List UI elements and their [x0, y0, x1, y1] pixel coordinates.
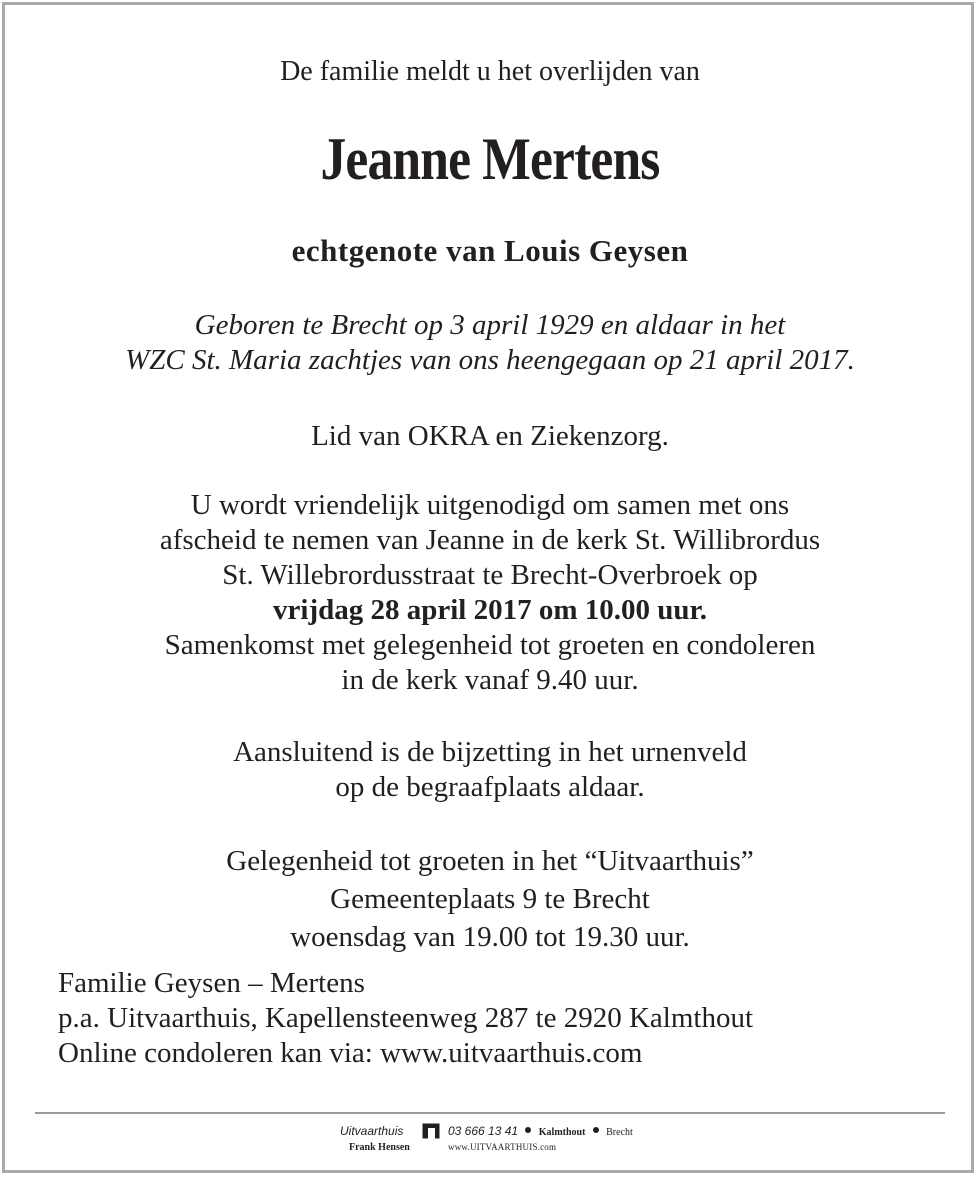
visitation-line: woensdag van 19.00 tot 19.30 uur.	[290, 921, 690, 953]
contact-block	[58, 966, 753, 1071]
birth-death-text	[0, 308, 980, 378]
funeral-home-footer	[0, 1122, 980, 1162]
bullet-icon	[593, 1127, 599, 1133]
birth-line: Geboren te Brecht op 3 april 1929 en aldaar in het	[194, 309, 786, 341]
membership-text: Lid van OKRA en Ziekenzorg.	[311, 420, 669, 452]
family-name: Familie Geysen – Mertens	[58, 967, 365, 999]
footer-phone: 03 666 13 41	[448, 1124, 519, 1138]
bullet-icon	[525, 1127, 531, 1133]
visitation-line: Gelegenheid tot groeten in het “Uitvaarthuis”	[226, 845, 754, 877]
footer-town: Kalmthout	[538, 1127, 586, 1138]
deceased-name: Jeanne Mertens	[320, 126, 660, 192]
funeral-director-name: Frank Hensen	[349, 1142, 410, 1153]
ceremony-date: vrijdag 28 april 2017 om 10.00 uur.	[273, 594, 707, 626]
funeral-home-brand: Uitvaarthuis	[340, 1124, 404, 1138]
postal-address: p.a. Uitvaarthuis, Kapellensteenweg 287 te 2920 Kalmthout	[58, 1002, 754, 1034]
invite-line: afscheid te nemen van Jeanne in de kerk St. Willibrordus	[159, 524, 821, 556]
burial-text	[0, 735, 980, 805]
invite-line: St. Willebrordusstraat te Brecht-Overbroek op	[222, 559, 758, 591]
footer-town: Brecht	[606, 1127, 633, 1138]
invite-line: Samenkomst met gelegenheid tot groeten en condoleren	[164, 629, 816, 661]
footer-contact-row	[448, 1124, 633, 1138]
visitation-text	[0, 842, 980, 956]
invite-line: U wordt vriendelijk uitgenodigd om samen met ons	[190, 489, 790, 521]
death-line: WZC St. Maria zachtjes van ons heengegaan op 21 april 2017.	[125, 344, 855, 376]
burial-line: Aansluitend is de bijzetting in het urnenveld	[233, 736, 747, 768]
visitation-line: Gemeenteplaats 9 te Brecht	[330, 883, 650, 915]
house-outline-icon	[422, 1123, 440, 1139]
burial-line: op de begraafplaats aldaar.	[335, 771, 645, 803]
online-condolence: Online condoleren kan via: www.uitvaarthuis.com	[58, 1037, 643, 1069]
invitation-text	[0, 488, 980, 698]
footer-divider	[35, 1112, 945, 1114]
footer-website[interactable]: www.UITVAARTHUIS.com	[448, 1142, 557, 1152]
invite-line: in de kerk vanaf 9.40 uur.	[341, 664, 639, 696]
intro-text: De familie meldt u het overlijden van	[280, 56, 700, 87]
spouse-line: echtgenote van Louis Geysen	[291, 233, 689, 268]
